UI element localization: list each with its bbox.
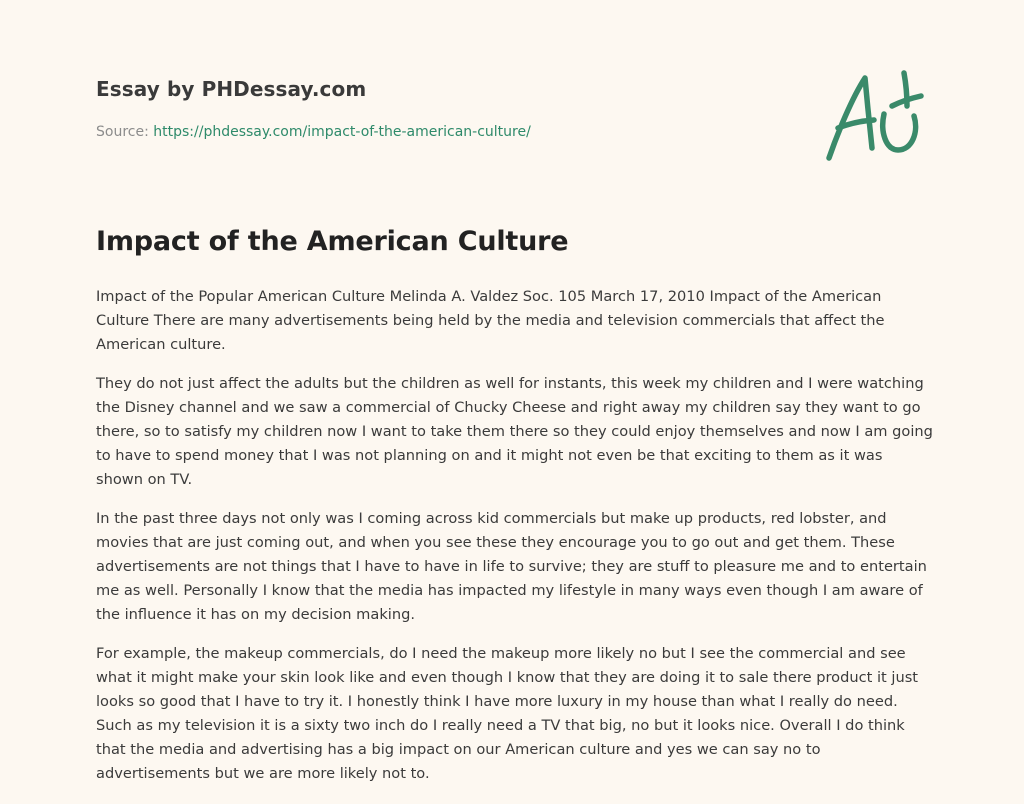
essay-paragraph: Impact of the Popular American Culture Melinda A. Valdez Soc. 105 March 17, 2010 Impact of the American Culture There are many advertisements being held by the media and television commercials that affect the American culture. [96,288,885,353]
source-line [96,124,531,140]
essay-body [96,285,934,801]
a-plus-grade-icon [824,70,928,164]
source-link[interactable]: https://phdessay.com/impact-of-the-american-culture/ [153,124,531,140]
source-label: Source: [96,124,154,140]
site-brand: Essay by PHDessay.com [96,77,367,101]
essay-paragraph: They do not just affect the adults but the children as well for instants, this week my children and I were watching the Disney channel and we saw a commercial of Chucky Cheese and right away my children say they want to go there, so to satisfy my children now I want to take them there so they could enjoy themselves and now I am going to have to spend money that I was not planning on and it might not even be that exciting to them as it was shown on TV. [96,375,933,488]
essay-paragraph: In the past three days not only was I coming across kid commercials but make up products, red lobster, and movies that are just coming out, and when you see these they encourage you to go out and get them. These advertisements are not things that I have to have in life to survive; they are stuff to pleasure me and to entertain me as well. Personally I know that the media has impacted my lifestyle in many ways even though I am aware of the influence it has on my decision making. [96,510,927,623]
essay-paragraph: For example, the makeup commercials, do I need the makeup more likely no but I see the commercial and see what it might make your skin look like and even though I know that they are doing it to sale there product it just looks so good that I have to try it. I honestly think I have more luxury in my house than what I really do need. Such as my television it is a sixty two inch do I really need a TV that big, no but it looks nice. Overall I do think that the media and advertising has a big impact on our American culture and yes we can say no to advertisements but we are more likely not to. [96,645,919,782]
essay-title: Impact of the American Culture [96,226,569,257]
